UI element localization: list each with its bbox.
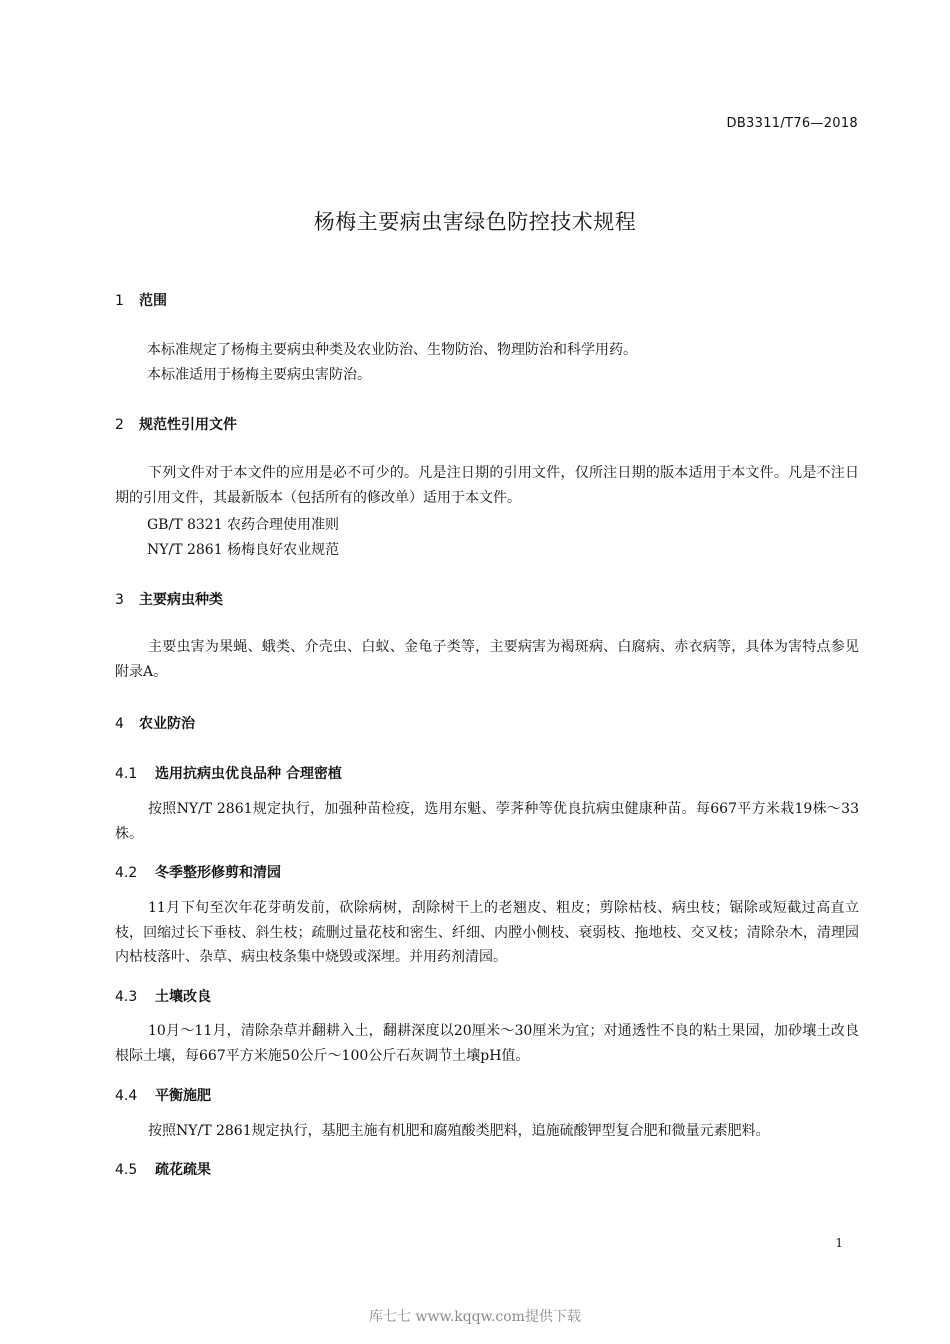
reference-item: GB/T 8321 农药合理使用准则 — [147, 517, 340, 533]
subsection-title: 冬季整形修剪和清园 — [155, 865, 281, 881]
download-watermark-footer: 库七七 www.kqqw.com提供下载 — [369, 1309, 581, 1325]
subsection-4-1-heading — [115, 763, 342, 783]
subsection-number: 4.5 — [115, 1162, 138, 1178]
section-number: 2 — [115, 417, 124, 433]
subsection-4-2-paragraph: 11月下旬至次年花芽萌发前，砍除病树，刮除树干上的老翘皮、粗皮；剪除枯枝、病虫枝；锯除或短截过高直立枝，回缩过长下垂枝、斜生枝；疏删过量花枝和密生、纤细、内膛小侧枝、衰弱枝、拖地枝、交叉枝；清除杂木，清理园内枯枝落叶、杂草、病虫枝条集中烧毁或深埋。并用药剂清园。 — [115, 900, 859, 965]
subsection-number: 4.3 — [115, 989, 138, 1005]
scope-line-1: 本标准规定了杨梅主要病虫种类及农业防治、生物防治、物理防治和科学用药。 — [147, 342, 637, 358]
subsection-4-5-heading — [115, 1159, 211, 1179]
section-title: 范围 — [139, 293, 167, 309]
subsection-4-3-heading — [115, 986, 211, 1006]
subsection-4-4-paragraph: 按照NY/T 2861规定执行，基肥主施有机肥和腐殖酸类肥料，追施硫酸钾型复合肥和微量元素肥料。 — [148, 1123, 770, 1139]
subsection-number: 4.2 — [115, 865, 138, 881]
subsection-title: 平衡施肥 — [155, 1088, 211, 1104]
section-2-heading — [115, 414, 237, 434]
scope-line-2: 本标准适用于杨梅主要病虫害防治。 — [147, 367, 371, 383]
section-1-heading — [115, 290, 167, 310]
subsection-4-4-heading — [115, 1085, 211, 1105]
section-number: 4 — [115, 716, 124, 732]
section-3-heading — [115, 589, 223, 609]
subsection-number: 4.4 — [115, 1088, 138, 1104]
section-title: 农业防治 — [139, 716, 195, 732]
pest-types-paragraph: 主要虫害为果蝇、蛾类、介壳虫、白蚁、金龟子类等，主要病害为褐斑病、白腐病、赤衣病等，具体为害特点参见附录A。 — [115, 639, 859, 680]
references-paragraph: 下列文件对于本文件的应用是必不可少的。凡是注日期的引用文件，仅所注日期的版本适用于本文件。凡是不注日期的引用文件，其最新版本（包括所有的修改单）适用于本文件。 — [115, 465, 859, 506]
subsection-title: 选用抗病虫优良品种 合理密植 — [155, 766, 342, 782]
subsection-title: 疏花疏果 — [155, 1162, 211, 1178]
document-title: 杨梅主要病虫害绿色防控技术规程 — [313, 210, 637, 234]
section-title: 规范性引用文件 — [139, 417, 237, 433]
section-number: 3 — [115, 592, 124, 608]
section-number: 1 — [115, 293, 124, 309]
section-4-heading — [115, 713, 195, 733]
subsection-title: 土壤改良 — [155, 989, 211, 1005]
document-number: DB3311/T76—2018 — [726, 116, 858, 131]
page-number: 1 — [835, 1236, 843, 1250]
reference-item: NY/T 2861 杨梅良好农业规范 — [147, 542, 340, 558]
subsection-4-1-paragraph: 按照NY/T 2861规定执行，加强种苗检疫，选用东魁、荸荠种等优良抗病虫健康种苗。每667平方米栽19株～33株。 — [115, 801, 859, 842]
subsection-4-2-heading — [115, 862, 281, 882]
subsection-4-3-paragraph: 10月～11月，清除杂草并翻耕入土，翻耕深度以20厘米～30厘米为宜；对通透性不良的粘土果园，加砂壤土改良根际土壤，每667平方米施50公斤～100公斤石灰调节土壤pH值。 — [115, 1023, 859, 1064]
section-title: 主要病虫种类 — [139, 592, 223, 608]
subsection-number: 4.1 — [115, 766, 138, 782]
